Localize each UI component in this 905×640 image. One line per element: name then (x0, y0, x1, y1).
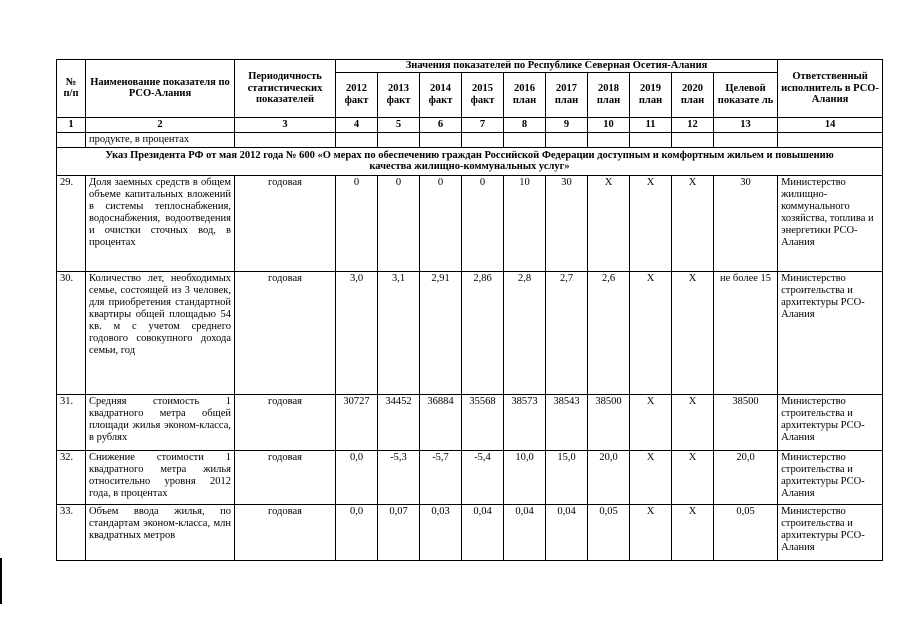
row-value: 20,0 (588, 450, 630, 504)
header-year: 2014 факт (420, 72, 462, 117)
page-edge-mark (0, 558, 2, 604)
header-year: 2018 план (588, 72, 630, 117)
column-number: 6 (420, 117, 462, 132)
row-value: 10,0 (504, 450, 546, 504)
row-value: 0 (336, 175, 378, 271)
header-year: 2012 факт (336, 72, 378, 117)
row-period: годовая (235, 450, 336, 504)
row-target: 0,05 (714, 504, 778, 560)
row-value: 0,0 (336, 450, 378, 504)
row-value: -5,3 (378, 450, 420, 504)
header-year: 2019 план (630, 72, 672, 117)
column-number: 7 (462, 117, 504, 132)
row-name: Доля заемных средств в общем объеме капитальных вложений в системы теплоснабжения, водоснабжения, водоотведения и очистки сточных вод, в процентах (86, 175, 235, 271)
column-number: 9 (546, 117, 588, 132)
table-row (57, 450, 883, 504)
row-responsible: Министерство строительства и архитектуры РСО-Алания (778, 504, 883, 560)
header-responsible: Ответственный исполнитель в РСО-Алания (778, 60, 883, 118)
header-values-group: Значения показателей по Республике Северная Осетия-Алания (336, 60, 778, 73)
row-value: 3,1 (378, 271, 420, 394)
row-value: 38500 (588, 394, 630, 450)
column-number: 5 (378, 117, 420, 132)
header-period: Периодичность статистических показателей (235, 60, 336, 118)
row-value: 2,8 (504, 271, 546, 394)
row-value: 10 (504, 175, 546, 271)
column-number: 14 (778, 117, 883, 132)
row-value: 2,86 (462, 271, 504, 394)
row-responsible: Министерство строительства и архитектуры РСО-Алания (778, 394, 883, 450)
row-value: 3,0 (336, 271, 378, 394)
row-value: 2,7 (546, 271, 588, 394)
row-num: 33. (57, 504, 86, 560)
row-value: 30727 (336, 394, 378, 450)
row-num: 32. (57, 450, 86, 504)
column-number: 4 (336, 117, 378, 132)
table-row (57, 504, 883, 560)
header-name: Наименование показателя по РСО-Алания (86, 60, 235, 118)
row-value: 36884 (420, 394, 462, 450)
column-number: 1 (57, 117, 86, 132)
row-num: 31. (57, 394, 86, 450)
row-value: 0,0 (336, 504, 378, 560)
row-value: 2,91 (420, 271, 462, 394)
row-value: 0,04 (462, 504, 504, 560)
row-value: X (672, 394, 714, 450)
row-num: 30. (57, 271, 86, 394)
column-number: 10 (588, 117, 630, 132)
row-value: 38543 (546, 394, 588, 450)
header-year: 2016 план (504, 72, 546, 117)
column-number: 3 (235, 117, 336, 132)
table-row (57, 175, 883, 271)
row-responsible: Министерство строительства и архитектуры РСО-Алания (778, 450, 883, 504)
column-numbers-row (57, 117, 883, 132)
row-period: годовая (235, 271, 336, 394)
carry-over-num (57, 132, 86, 147)
row-value: X (672, 175, 714, 271)
section-title: Указ Президента РФ от мая 2012 года № 600 «О мерах по обеспечению граждан Российской Федерации доступным и комфортным жильем и повышению качества жилищно-коммунальных услуг» (57, 147, 883, 175)
row-target: 38500 (714, 394, 778, 450)
row-name: Количество лет, необходимых семье, состоящей из 3 человек, для приобретения стандартной квартиры общей площадью 54 кв. м с учетом среднего годового совокупного дохода семьи, год (86, 271, 235, 394)
row-value: -5,7 (420, 450, 462, 504)
row-value: X (630, 175, 672, 271)
row-period: годовая (235, 504, 336, 560)
column-number: 12 (672, 117, 714, 132)
row-value: 34452 (378, 394, 420, 450)
row-value: 0 (378, 175, 420, 271)
row-value: 0 (420, 175, 462, 271)
row-target: 30 (714, 175, 778, 271)
column-number: 13 (714, 117, 778, 132)
table-row (57, 394, 883, 450)
row-value: 35568 (462, 394, 504, 450)
row-value: 38573 (504, 394, 546, 450)
row-value: X (630, 450, 672, 504)
row-value: 0,04 (546, 504, 588, 560)
header-num: № п/п (57, 60, 86, 118)
row-value: X (630, 394, 672, 450)
row-value: X (588, 175, 630, 271)
carry-over-name: продукте, в процентах (86, 132, 235, 147)
header-year: 2017 план (546, 72, 588, 117)
column-number: 8 (504, 117, 546, 132)
row-name: Объем ввода жилья, по стандартам эконом-класса, млн квадратных метров (86, 504, 235, 560)
row-period: годовая (235, 394, 336, 450)
row-value: X (672, 450, 714, 504)
row-value: 30 (546, 175, 588, 271)
row-value: -5,4 (462, 450, 504, 504)
row-name: Снижение стоимости 1 квадратного метра жилья относительно уровня 2012 года, в процентах (86, 450, 235, 504)
column-number: 11 (630, 117, 672, 132)
row-value: 0,04 (504, 504, 546, 560)
row-value: X (630, 271, 672, 394)
carry-over-row (57, 132, 883, 147)
row-value: 0,07 (378, 504, 420, 560)
row-value: X (672, 504, 714, 560)
row-value: 2,6 (588, 271, 630, 394)
row-target: не более 15 (714, 271, 778, 394)
column-number: 2 (86, 117, 235, 132)
section-title-row (57, 147, 883, 175)
header-year: 2020 план (672, 72, 714, 117)
row-target: 20,0 (714, 450, 778, 504)
header-target: Целевой показате ль (714, 72, 778, 117)
row-num: 29. (57, 175, 86, 271)
row-value: 0,03 (420, 504, 462, 560)
indicators-table (56, 59, 883, 561)
row-value: 0,05 (588, 504, 630, 560)
row-responsible: Министерство жилищно-коммунального хозяйства, топлива и энергетики РСО-Алания (778, 175, 883, 271)
row-value: 15,0 (546, 450, 588, 504)
header-year: 2013 факт (378, 72, 420, 117)
row-period: годовая (235, 175, 336, 271)
header-year: 2015 факт (462, 72, 504, 117)
header-row-1 (57, 60, 883, 73)
row-value: X (672, 271, 714, 394)
row-responsible: Министерство строительства и архитектуры РСО-Алания (778, 271, 883, 394)
row-value: 0 (462, 175, 504, 271)
table-row (57, 271, 883, 394)
row-name: Средняя стоимость 1 квадратного метра общей площади жилья эконом-класса, в рублях (86, 394, 235, 450)
row-value: X (630, 504, 672, 560)
